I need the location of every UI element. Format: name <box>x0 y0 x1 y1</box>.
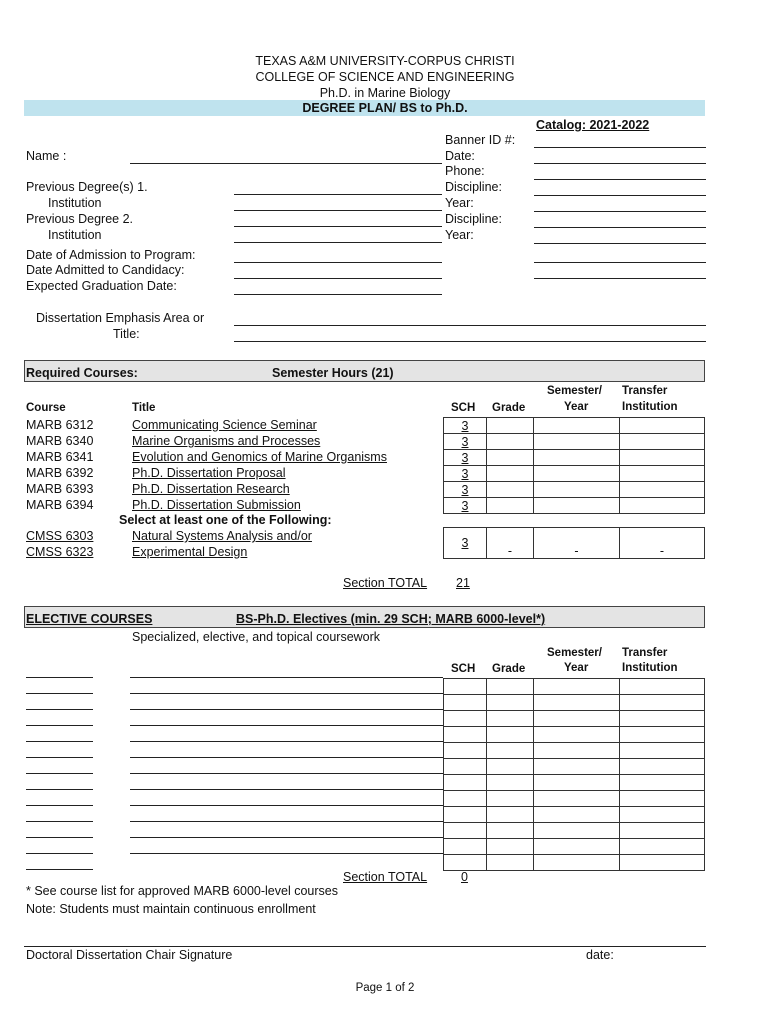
elective-col-year: Year <box>564 662 589 674</box>
semester-cell[interactable] <box>534 482 620 498</box>
elective-sch-cell[interactable] <box>444 823 487 839</box>
table-row <box>444 711 705 727</box>
elective-title-field[interactable] <box>130 709 443 710</box>
signature-line[interactable] <box>24 946 706 947</box>
elective-title-field[interactable] <box>130 725 443 726</box>
table-row <box>444 679 705 695</box>
transfer-cell[interactable] <box>620 450 705 466</box>
select-note: Select at least one of the Following: <box>119 513 332 527</box>
choice-transfer-dash: - <box>659 544 665 558</box>
elective-transfer-cell[interactable] <box>620 759 705 775</box>
candidacy-field[interactable] <box>234 278 442 279</box>
choice-1-title: Natural Systems Analysis and/or <box>132 529 312 543</box>
semester-hours-label: Semester Hours (21) <box>272 366 394 380</box>
course-code: MARB 6341 <box>26 450 94 464</box>
elective-transfer-cell[interactable] <box>620 791 705 807</box>
table-row <box>444 791 705 807</box>
elective-title-field[interactable] <box>130 853 443 854</box>
required-total-label: Section TOTAL <box>343 576 428 590</box>
elective-grade-cell[interactable] <box>487 775 534 791</box>
elective-title-field[interactable] <box>130 741 443 742</box>
transfer-cell[interactable] <box>620 418 705 434</box>
table-row <box>444 498 705 514</box>
elective-transfer-cell[interactable] <box>620 775 705 791</box>
prev-degree-2-field[interactable] <box>234 226 442 227</box>
date-label: Date: <box>445 149 475 163</box>
elective-title-field[interactable] <box>130 789 443 790</box>
dissertation-title-label: Title: <box>113 327 140 341</box>
elective-grade-cell[interactable] <box>487 743 534 759</box>
discipline-2-label: Discipline: <box>445 212 502 226</box>
catalog-year: Catalog: 2021-2022 <box>536 118 650 132</box>
elective-grade-cell[interactable] <box>487 727 534 743</box>
elective-title-field[interactable] <box>130 693 443 694</box>
sch-cell <box>444 466 487 482</box>
col-grade-header: Grade <box>492 402 526 414</box>
page-title: DEGREE PLAN/ BS to Ph.D. <box>302 101 468 115</box>
grade-cell[interactable] <box>487 482 534 498</box>
course-sch: 3 <box>461 418 469 433</box>
table-row <box>444 855 705 871</box>
elective-grade-cell[interactable] <box>487 679 534 695</box>
elective-grade-cell[interactable] <box>487 807 534 823</box>
table-row <box>444 823 705 839</box>
course-sch: 3 <box>461 450 469 465</box>
col-title-header: Title <box>132 402 156 414</box>
sch-cell <box>444 434 487 450</box>
table-row <box>444 466 705 482</box>
elective-courses-label: ELECTIVE COURSES <box>26 612 153 626</box>
course-sch: 3 <box>461 466 469 481</box>
elective-desc: BS-Ph.D. Electives (min. 29 SCH; MARB 6000-level*) <box>236 612 546 626</box>
elective-col-institution: Institution <box>622 662 678 674</box>
transfer-cell[interactable] <box>620 482 705 498</box>
choice-1-code: CMSS 6303 <box>26 529 94 543</box>
table-row <box>444 743 705 759</box>
choice-transfer-cell[interactable] <box>620 528 705 559</box>
elective-sch-cell[interactable] <box>444 711 487 727</box>
extra-field-1[interactable] <box>534 262 706 263</box>
table-row <box>444 482 705 498</box>
institution-1-field[interactable] <box>234 210 442 211</box>
note-course-list: * See course list for approved MARB 6000-level courses <box>26 884 338 898</box>
elective-title-field[interactable] <box>130 677 443 678</box>
sch-cell <box>444 450 487 466</box>
elective-course-field[interactable] <box>26 837 93 838</box>
elective-semester-cell[interactable] <box>534 791 620 807</box>
course-title: Communicating Science Seminar <box>132 418 317 432</box>
semester-cell[interactable] <box>534 466 620 482</box>
elective-sch-cell[interactable] <box>444 695 487 711</box>
dissertation-title-field[interactable] <box>234 341 706 342</box>
elective-col-grade: Grade <box>492 663 526 675</box>
required-courses-label: Required Courses: <box>26 366 138 380</box>
university-name: TEXAS A&M UNIVERSITY-CORPUS CHRISTI <box>255 54 515 68</box>
elective-title-field[interactable] <box>130 805 443 806</box>
elective-transfer-cell[interactable] <box>620 743 705 759</box>
table-row <box>444 839 705 855</box>
choice-sch: 3 <box>461 536 469 550</box>
elective-semester-cell[interactable] <box>534 759 620 775</box>
course-title: Evolution and Genomics of Marine Organisms <box>132 450 387 464</box>
col-course-header: Course <box>26 402 66 414</box>
col-transfer-header: Transfer <box>622 385 668 397</box>
elective-course-field[interactable] <box>26 677 93 678</box>
extra-field-2[interactable] <box>534 278 706 279</box>
elective-transfer-cell[interactable] <box>620 695 705 711</box>
year-1-label: Year: <box>445 196 474 210</box>
transfer-cell[interactable] <box>620 498 705 514</box>
choice-grade-dash: - <box>507 544 513 558</box>
elective-sub: Specialized, elective, and topical coursework <box>132 630 381 644</box>
elective-transfer-cell[interactable] <box>620 807 705 823</box>
prev-degree-1-field[interactable] <box>234 194 442 195</box>
elective-course-field[interactable] <box>26 709 93 710</box>
banner-id-field[interactable] <box>534 147 706 148</box>
elective-course-field[interactable] <box>26 821 93 822</box>
elective-sch-cell[interactable] <box>444 839 487 855</box>
emphasis-label: Dissertation Emphasis Area or <box>36 311 205 325</box>
elective-title-field[interactable] <box>130 773 443 774</box>
elective-course-field[interactable] <box>26 693 93 694</box>
choice-semester-dash: - <box>574 544 579 558</box>
table-row <box>444 450 705 466</box>
course-sch: 3 <box>461 434 469 449</box>
year-2-field[interactable] <box>534 243 706 244</box>
course-code: MARB 6393 <box>26 482 94 496</box>
discipline-1-field[interactable] <box>534 195 706 196</box>
elective-col-sch: SCH <box>451 663 476 675</box>
choice-2-code: CMSS 6323 <box>26 545 94 559</box>
elective-sch-cell[interactable] <box>444 807 487 823</box>
elective-course-field[interactable] <box>26 869 93 870</box>
elective-transfer-cell[interactable] <box>620 823 705 839</box>
elective-col-semester: Semester/ <box>547 647 602 659</box>
elective-transfer-cell[interactable] <box>620 855 705 871</box>
elective-course-field[interactable] <box>26 741 93 742</box>
col-semester-header: Semester/ <box>547 385 602 397</box>
col-year-header: Year <box>564 401 589 413</box>
elective-total-value: 0 <box>461 870 468 884</box>
name-field[interactable] <box>130 163 442 164</box>
choice-semester-cell[interactable] <box>534 528 620 559</box>
elective-sch-cell[interactable] <box>444 775 487 791</box>
transfer-cell[interactable] <box>620 466 705 482</box>
course-title: Ph.D. Dissertation Submission <box>132 498 301 512</box>
sch-cell <box>444 482 487 498</box>
elective-semester-cell[interactable] <box>534 695 620 711</box>
elective-transfer-cell[interactable] <box>620 711 705 727</box>
table-row <box>444 418 705 434</box>
elective-semester-cell[interactable] <box>534 727 620 743</box>
elective-title-field[interactable] <box>130 757 443 758</box>
elective-grade-cell[interactable] <box>487 695 534 711</box>
elective-course-field[interactable] <box>26 725 93 726</box>
signature-date-label: date: <box>586 948 614 962</box>
admission-field[interactable] <box>234 262 442 263</box>
grade-cell[interactable] <box>487 434 534 450</box>
col-institution-header: Institution <box>622 401 678 413</box>
graduation-field[interactable] <box>234 294 442 295</box>
elective-semester-cell[interactable] <box>534 679 620 695</box>
required-total-value: 21 <box>456 576 470 590</box>
date-field[interactable] <box>534 163 706 164</box>
elective-semester-cell[interactable] <box>534 775 620 791</box>
course-sch: 3 <box>461 482 469 497</box>
elective-sch-cell[interactable] <box>444 727 487 743</box>
course-code: MARB 6392 <box>26 466 94 480</box>
course-code: MARB 6340 <box>26 434 94 448</box>
choice-grid <box>443 527 705 559</box>
phone-field[interactable] <box>534 179 706 180</box>
grade-cell[interactable] <box>487 498 534 514</box>
elective-sch-cell[interactable] <box>444 759 487 775</box>
elective-total-label: Section TOTAL <box>343 870 428 884</box>
elective-grade-cell[interactable] <box>487 855 534 871</box>
table-row <box>444 759 705 775</box>
candidacy-label: Date Admitted to Candidacy: <box>26 263 185 277</box>
elective-course-field[interactable] <box>26 757 93 758</box>
elective-grade-cell[interactable] <box>487 791 534 807</box>
grade-cell[interactable] <box>487 418 534 434</box>
table-row <box>444 434 705 450</box>
choice-sch-cell <box>444 528 487 559</box>
course-title: Marine Organisms and Processes <box>132 434 321 448</box>
signature-label: Doctoral Dissertation Chair Signature <box>26 948 233 962</box>
elective-semester-cell[interactable] <box>534 711 620 727</box>
page-number: Page 1 of 2 <box>355 982 415 994</box>
elective-transfer-cell[interactable] <box>620 727 705 743</box>
elective-grade-cell[interactable] <box>487 839 534 855</box>
elective-sch-cell[interactable] <box>444 855 487 871</box>
elective-course-field[interactable] <box>26 789 93 790</box>
transfer-cell[interactable] <box>620 434 705 450</box>
semester-cell[interactable] <box>534 418 620 434</box>
institution-1-label: Institution <box>48 196 102 210</box>
year-1-field[interactable] <box>534 211 706 212</box>
emphasis-field[interactable] <box>234 325 706 326</box>
elective-title-field[interactable] <box>130 821 443 822</box>
college-name: COLLEGE OF SCIENCE AND ENGINEERING <box>255 70 515 84</box>
year-2-label: Year: <box>445 228 474 242</box>
elective-sch-cell[interactable] <box>444 679 487 695</box>
sch-cell <box>444 418 487 434</box>
course-title: Ph.D. Dissertation Proposal <box>132 466 286 480</box>
course-sch: 3 <box>461 498 469 513</box>
name-label: Name : <box>26 149 67 163</box>
discipline-2-field[interactable] <box>534 227 706 228</box>
table-row <box>444 775 705 791</box>
elective-semester-cell[interactable] <box>534 839 620 855</box>
sch-cell <box>444 498 487 514</box>
elective-grade-cell[interactable] <box>487 823 534 839</box>
choice-grade-cell[interactable] <box>487 528 534 559</box>
note-enrollment: Note: Students must maintain continuous enrollment <box>26 902 316 916</box>
elective-grade-cell[interactable] <box>487 759 534 775</box>
choice-2-title: Experimental Design <box>132 545 248 559</box>
elective-grid <box>443 678 705 871</box>
elective-course-field[interactable] <box>26 853 93 854</box>
course-code: MARB 6394 <box>26 498 94 512</box>
elective-course-field[interactable] <box>26 773 93 774</box>
elective-transfer-cell[interactable] <box>620 679 705 695</box>
banner-id-label: Banner ID #: <box>445 133 516 147</box>
elective-grade-cell[interactable] <box>487 711 534 727</box>
discipline-1-label: Discipline: <box>445 180 502 194</box>
phone-label: Phone: <box>445 164 485 178</box>
col-sch-header: SCH <box>451 402 476 414</box>
semester-cell[interactable] <box>534 498 620 514</box>
elective-semester-cell[interactable] <box>534 855 620 871</box>
elective-semester-cell[interactable] <box>534 807 620 823</box>
grade-cell[interactable] <box>487 466 534 482</box>
elective-transfer-cell[interactable] <box>620 839 705 855</box>
table-row <box>444 695 705 711</box>
prev-degree-2-label: Previous Degree 2. <box>26 212 134 226</box>
elective-semester-cell[interactable] <box>534 823 620 839</box>
elective-semester-cell[interactable] <box>534 743 620 759</box>
table-row <box>444 807 705 823</box>
course-code: MARB 6312 <box>26 418 94 432</box>
elective-sch-cell[interactable] <box>444 743 487 759</box>
table-row <box>444 727 705 743</box>
institution-2-field[interactable] <box>234 242 442 243</box>
elective-title-field[interactable] <box>130 837 443 838</box>
course-title: Ph.D. Dissertation Research <box>132 482 290 496</box>
admission-label: Date of Admission to Program: <box>26 248 196 262</box>
grade-cell[interactable] <box>487 450 534 466</box>
elective-course-field[interactable] <box>26 805 93 806</box>
prev-degree-1-label: Previous Degree(s) 1. <box>26 180 148 194</box>
institution-2-label: Institution <box>48 228 102 242</box>
required-grid <box>443 417 705 514</box>
graduation-label: Expected Graduation Date: <box>26 279 177 293</box>
elective-col-transfer: Transfer <box>622 647 668 659</box>
semester-cell[interactable] <box>534 450 620 466</box>
program-name: Ph.D. in Marine Biology <box>319 86 451 100</box>
semester-cell[interactable] <box>534 434 620 450</box>
elective-sch-cell[interactable] <box>444 791 487 807</box>
